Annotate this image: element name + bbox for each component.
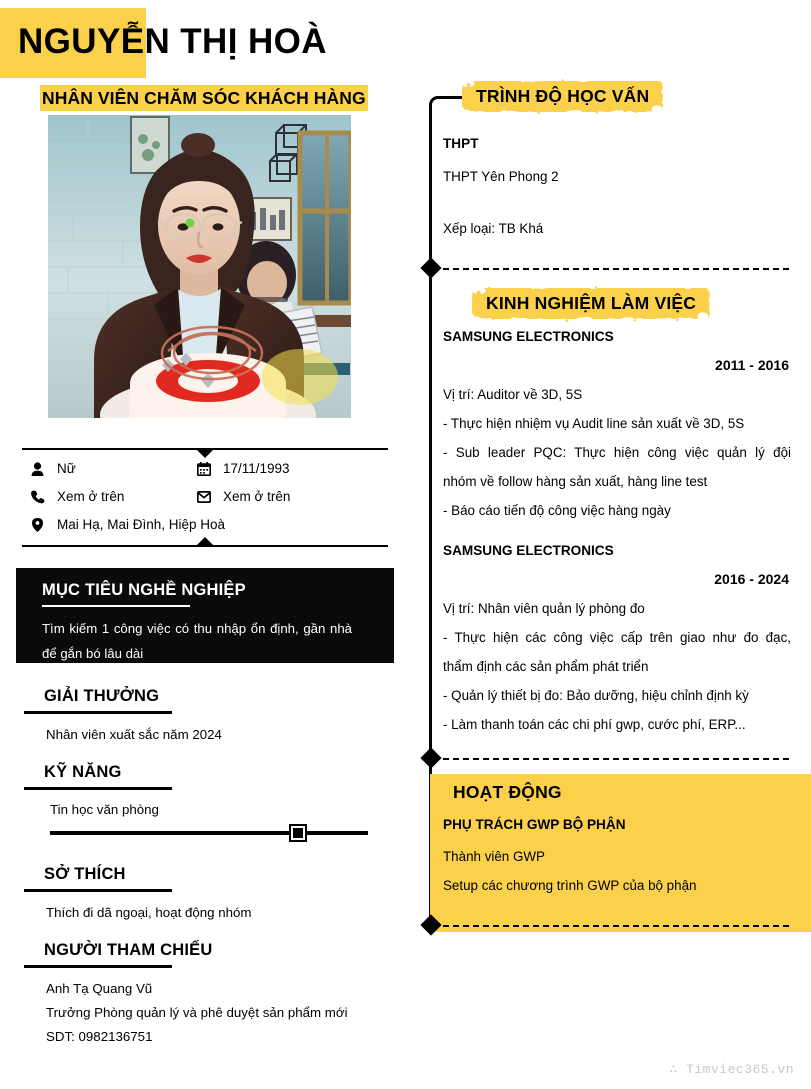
right-column bbox=[410, 0, 811, 1089]
skill-item-label: Tin học văn phòng bbox=[50, 801, 159, 817]
skill-slider-track bbox=[50, 831, 368, 835]
job-line: - Thực hiện nhiệm vụ Audit line sản xuất về 3D, 5S bbox=[443, 416, 745, 431]
location-pin-icon bbox=[30, 517, 45, 532]
references-underline bbox=[24, 965, 172, 968]
skill-level-slider[interactable] bbox=[50, 826, 368, 840]
references-title: NGƯỜI THAM CHIẾU bbox=[44, 941, 213, 959]
contact-divider-bottom bbox=[22, 545, 388, 547]
job-title-header bbox=[40, 85, 368, 111]
contact-email bbox=[194, 489, 388, 504]
contact-birthday-value: 17/11/1993 bbox=[223, 461, 290, 476]
awards-body: Nhân viên xuất sắc năm 2024 bbox=[46, 726, 222, 742]
experience-heading bbox=[486, 293, 696, 314]
job-line: thẩm định các sản phẩm phát triển bbox=[443, 659, 649, 674]
contact-gender-value: Nữ bbox=[57, 461, 76, 476]
footer-watermark: ∴ Timviec365.vn bbox=[669, 1062, 794, 1077]
avatar bbox=[48, 115, 351, 418]
objective-underline bbox=[42, 605, 190, 607]
job-line: Vị trí: Nhân viên quản lý phòng đo bbox=[443, 601, 645, 616]
contact-address-value: Mai Hạ, Mai Đình, Hiệp Hoà bbox=[57, 517, 226, 532]
job-line: - Sub leader PQC: Thực hiện công việc quản lý đội bbox=[443, 445, 791, 460]
triangle-down-icon bbox=[196, 449, 214, 458]
calendar-icon bbox=[196, 461, 211, 476]
objective-body bbox=[42, 616, 354, 666]
activities-line-2: Setup các chương trình GWP của bộ phận bbox=[443, 878, 697, 893]
experience-title: KINH NGHIỆM LÀM VIỆC bbox=[486, 293, 697, 313]
skills-title: KỸ NĂNG bbox=[44, 763, 122, 781]
person-icon bbox=[30, 461, 45, 476]
job-line: - Báo cáo tiến độ công việc hàng ngày bbox=[443, 503, 671, 518]
job-company: SAMSUNG ELECTRONICS bbox=[443, 329, 614, 344]
education-school: THPT Yên Phong 2 bbox=[443, 169, 559, 184]
education-title: TRÌNH ĐỘ HỌC VẤN bbox=[476, 86, 650, 106]
activities-title: HOẠT ĐỘNG bbox=[453, 782, 562, 802]
education-grade: Xếp loại: TB Khá bbox=[443, 221, 544, 236]
hobbies-body: Thích đi dã ngoại, hoạt động nhóm bbox=[46, 904, 252, 920]
triangle-up-icon bbox=[196, 537, 214, 546]
job-description bbox=[443, 380, 791, 525]
contact-phone-value: Xem ở trên bbox=[57, 489, 125, 504]
activities-line-1: Thành viên GWP bbox=[443, 849, 545, 864]
job-line: - Thực hiện các công việc cấp trên giao như đo đạc, bbox=[443, 630, 791, 645]
hobbies-underline bbox=[24, 889, 172, 892]
contact-row bbox=[22, 517, 388, 532]
job-period: 2016 - 2024 bbox=[714, 571, 789, 587]
timeline-dashed-divider bbox=[443, 758, 789, 760]
job-line: - Làm thanh toán các chi phí gwp, cước phí, ERP... bbox=[443, 717, 746, 732]
reference-phone: SDT: 0982136751 bbox=[46, 1028, 153, 1044]
timeline-dashed-divider bbox=[443, 925, 789, 927]
contact-row bbox=[22, 461, 388, 476]
objective-line-2: nhà để gắn bó lâu dài bbox=[42, 621, 352, 661]
page-title: NGUYỄN THỊ HOÀ bbox=[18, 22, 327, 61]
job-description bbox=[443, 594, 791, 739]
timeline-diamond bbox=[420, 747, 441, 768]
timeline-diamond bbox=[420, 257, 441, 278]
contact-address bbox=[22, 517, 225, 532]
job-company: SAMSUNG ELECTRONICS bbox=[443, 543, 614, 558]
skill-slider-knob[interactable] bbox=[291, 826, 305, 840]
timeline-hook bbox=[429, 96, 451, 116]
awards-underline bbox=[24, 711, 172, 714]
objective-section bbox=[16, 568, 394, 663]
references-body bbox=[44, 977, 384, 1049]
contact-phone bbox=[22, 489, 194, 504]
references-section bbox=[44, 940, 384, 1049]
objective-title: MỤC TIÊU NGHỀ NGHIỆP bbox=[42, 581, 246, 599]
job-title: NHÂN VIÊN CHĂM SÓC KHÁCH HÀNG bbox=[40, 85, 368, 111]
job-line: - Quản lý thiết bị đo: Bảo dưỡng, hiệu chỉnh định kỳ bbox=[443, 688, 749, 703]
job-line: Vị trí: Auditor về 3D, 5S bbox=[443, 387, 583, 402]
contact-email-value: Xem ở trên bbox=[223, 489, 291, 504]
hobbies-section bbox=[44, 864, 384, 925]
job-line: nhóm về follow hàng sản xuất, hàng line test bbox=[443, 474, 708, 489]
contact-divider-top bbox=[22, 448, 388, 450]
activities-subtitle: PHỤ TRÁCH GWP BỘ PHẬN bbox=[443, 817, 626, 832]
reference-position: Trưởng Phòng quản lý và phê duyệt sản phẩm mới bbox=[46, 1004, 348, 1020]
name-header bbox=[0, 8, 410, 78]
education-heading bbox=[476, 86, 649, 107]
contact-row bbox=[22, 489, 388, 504]
timeline-dashed-divider bbox=[443, 268, 789, 270]
skills-underline bbox=[24, 787, 172, 790]
contact-block bbox=[22, 448, 388, 547]
job-period: 2011 - 2016 bbox=[715, 357, 789, 373]
education-degree: THPT bbox=[443, 136, 479, 151]
phone-icon bbox=[30, 489, 45, 504]
contact-gender bbox=[22, 461, 194, 476]
reference-name: Anh Tạ Quang Vũ bbox=[46, 980, 153, 996]
hobbies-title: SỞ THÍCH bbox=[44, 865, 126, 883]
contact-birthday bbox=[194, 461, 388, 476]
awards-title: GIẢI THƯỞNG bbox=[44, 687, 160, 705]
skills-section bbox=[44, 762, 384, 840]
mail-icon bbox=[196, 489, 211, 504]
objective-line-1: Tìm kiếm 1 công việc có thu nhập ổn định, gần bbox=[42, 621, 326, 636]
awards-section bbox=[44, 686, 384, 747]
